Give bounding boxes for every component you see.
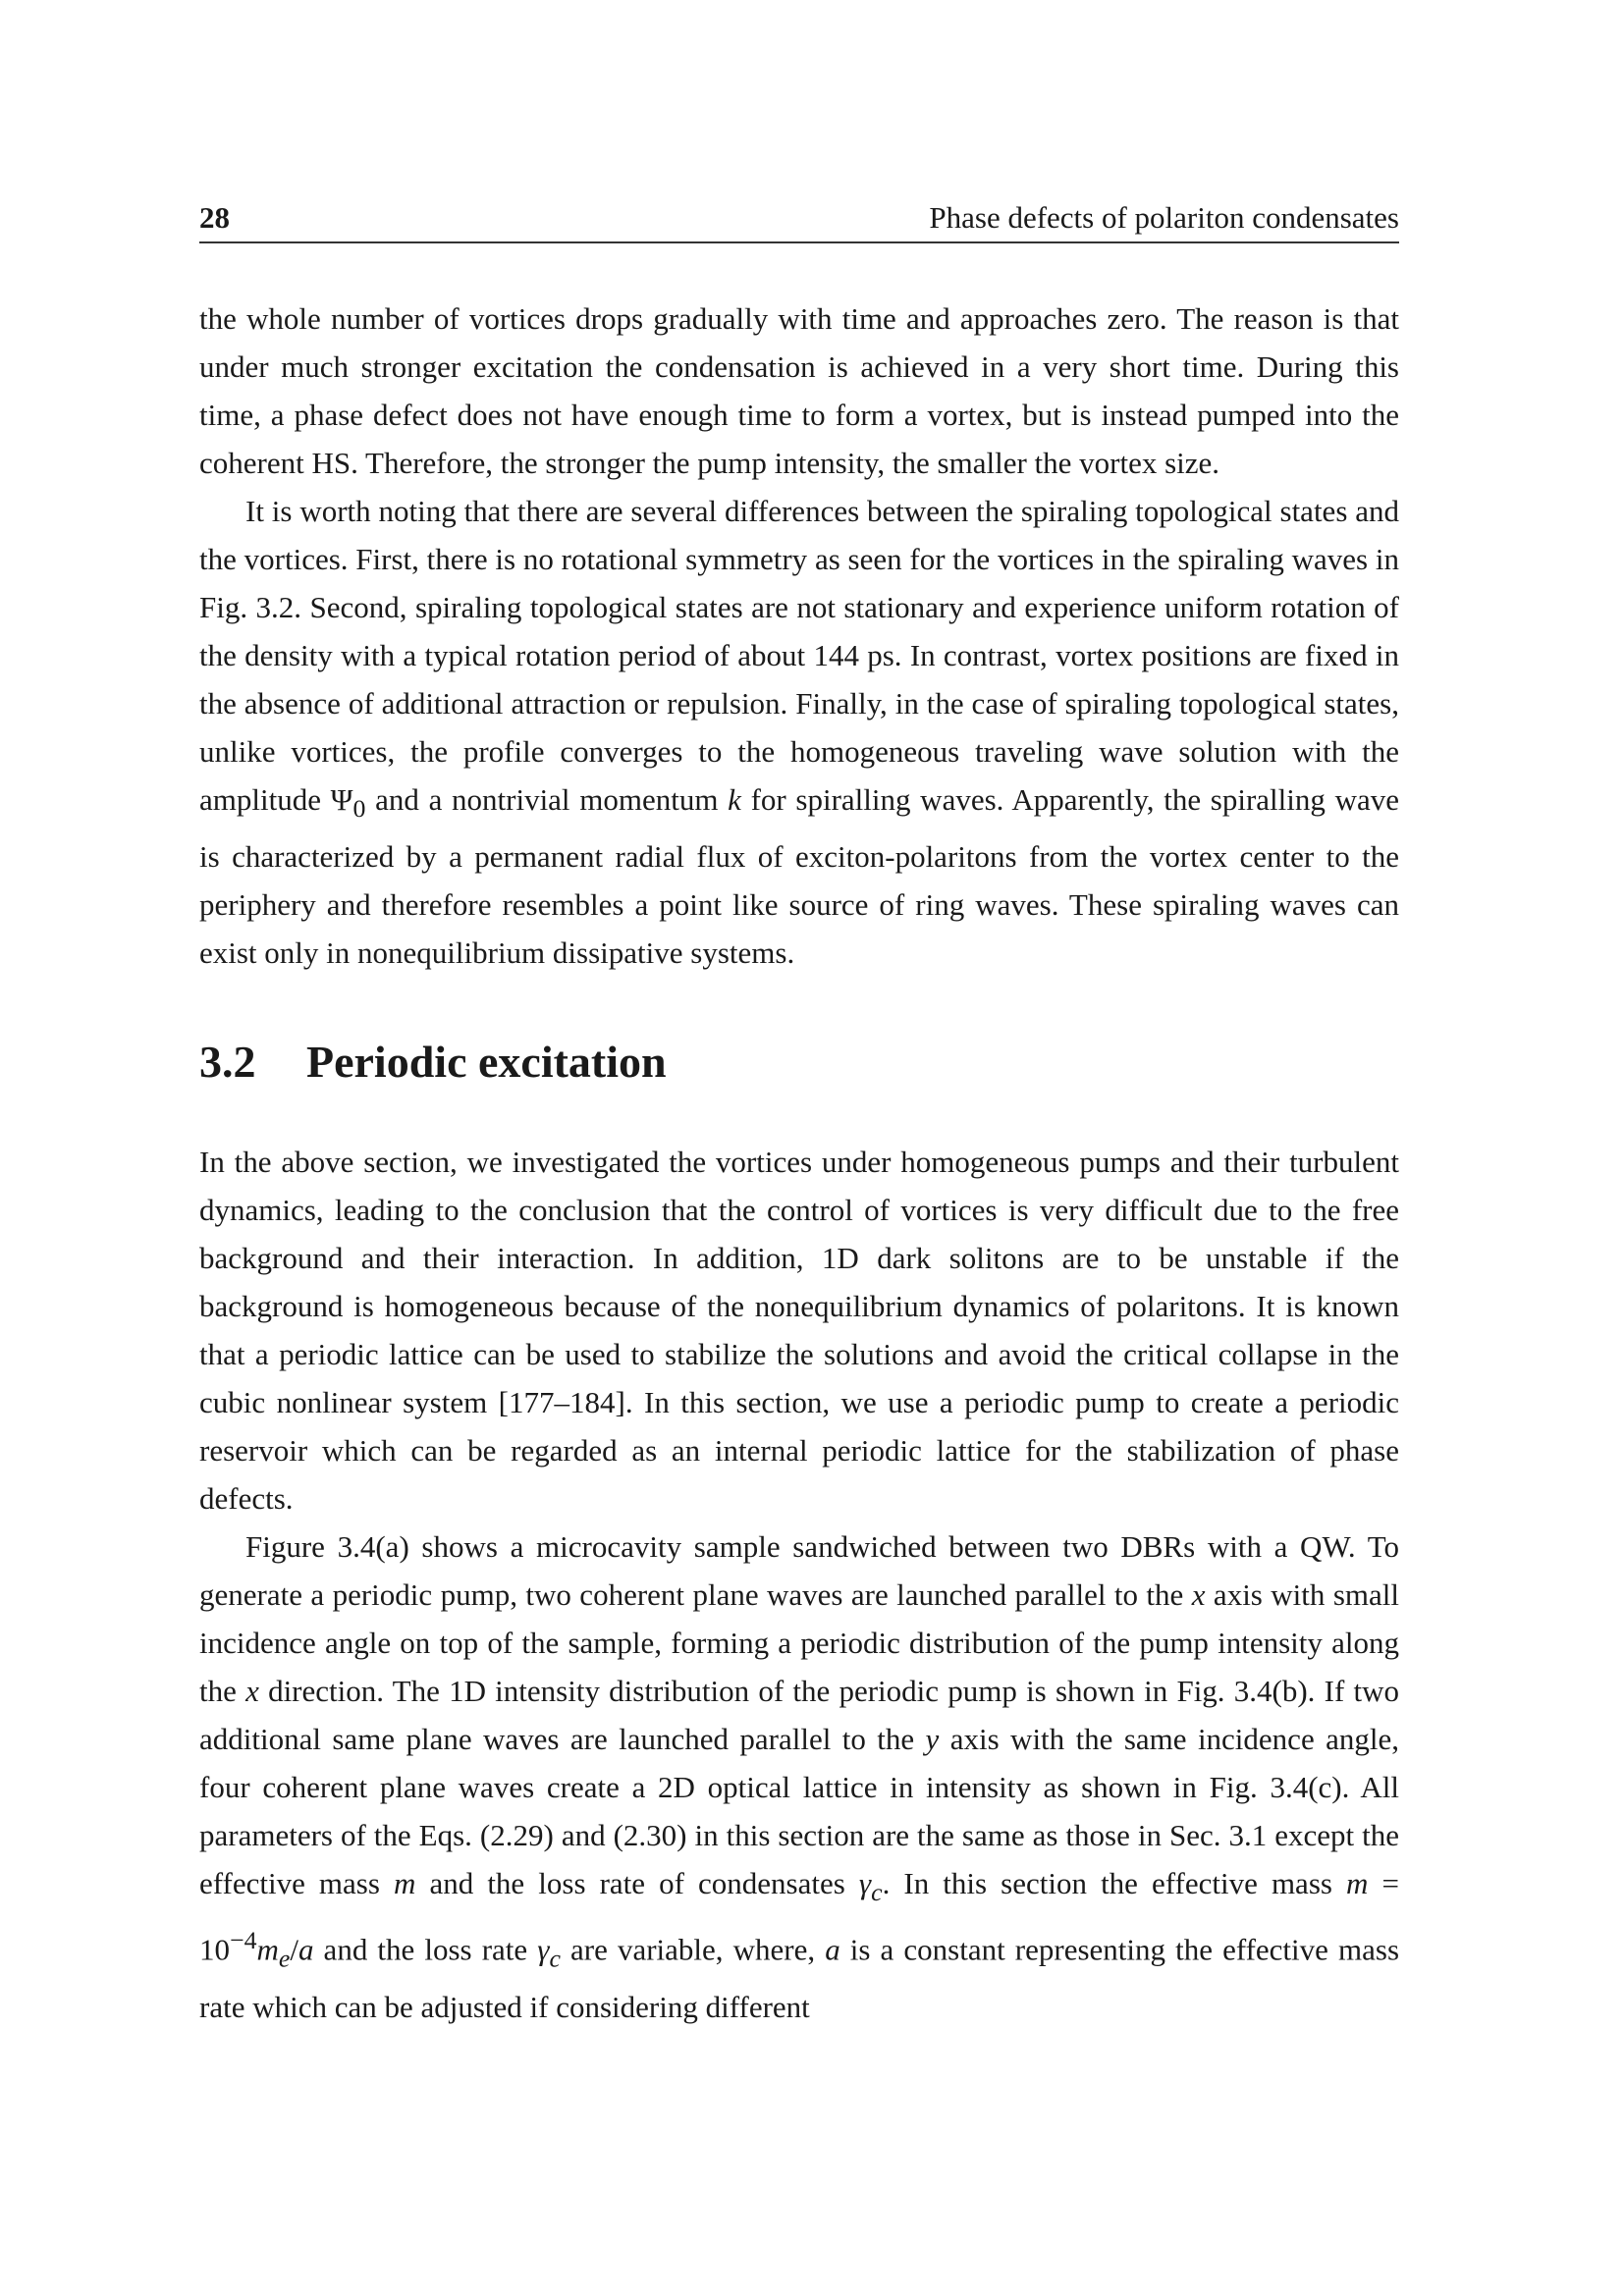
paragraph-3: In the above section, we investigated the vortices under homogeneous pumps and their turbulent dynamics, leading to the conclusion that the control of vortices is very difficult due to the free background and their interaction. In addition, 1D dark solitons are to be unstable if the background is homogeneous because of the nonequilibrium dynamics of polaritons. It is known that a periodic lattice can be used to stabilize the solutions and avoid the critical collapse in the cubic nonlinear system [177–184]. In this section, we use a periodic pump to create a periodic reservoir which can be regarded as an internal periodic lattice for the stabilization of phase defects. (199, 1145, 1399, 1517)
running-title: Phase defects of polariton condensates (929, 200, 1399, 235)
paragraph-2: It is worth noting that there are several differences between the spiraling topological states and the vortices. First, there is no rotational symmetry as seen for the vortices in the spiraling waves in Fig. 3.2. Second, spiraling topological states are not stationary and experience uniform rotation of the density with a typical rotation period of about 144 ps. In contrast, vortex positions are fixed in the absence of additional attraction or repulsion. Finally, in the case of spiraling topological states, unlike vortices, the profile converges to the homogeneous traveling wave solution with the amplitude $\Psi_0$ and a nontrivial momentum k for spiralling waves. Apparently, the spiralling wave is characterized by a permanent radial flux of exciton-polaritons from the vortex center to the periphery and therefore resembles a point like source of ring waves. These spiraling waves can exist only in nonequilibrium dissipative systems. (199, 494, 1399, 971)
section-title: Periodic excitation (306, 1037, 667, 1088)
running-header (199, 194, 1399, 243)
body-text (199, 294, 1399, 2031)
section-heading (199, 1034, 1399, 1091)
paragraph-1: the whole number of vortices drops gradually with time and approaches zero. The reason is that under much stronger excitation the condensation is achieved in a very short time. During this time, a phase defect does not have enough time to form a vortex, but is instead pumped into the coherent HS. Therefore, the stronger the pump intensity, the smaller the vortex size. (199, 301, 1399, 480)
page-number: 28 (199, 200, 230, 235)
paragraph-4: Figure 3.4(a) shows a microcavity sample sandwiched between two DBRs with a QW. To generate a periodic pump, two coherent plane waves are launched parallel to the x axis with small incidence angle on top of the sample, forming a periodic distribution of the pump intensity along the x direction. The 1D intensity distribution of the periodic pump is shown in Fig. 3.4(b). If two additional same plane waves are launched parallel to the y axis with the same incidence angle, four coherent plane waves create a 2D optical lattice in intensity as shown in Fig. 3.4(c). All parameters of the Eqs. (2.29) and (2.30) in this section are the same as those in Sec. 3.1 except the effective mass m and the loss rate of condensates $\gamma_c$. In this section the effective mass $m = 10^{-4}m_e/a$ and the loss rate $\gamma_c$ are variable, where, a is a constant representing the effective mass rate which can be adjusted if considering different (199, 1529, 1400, 2024)
section-number: 3.2 (199, 1037, 256, 1088)
